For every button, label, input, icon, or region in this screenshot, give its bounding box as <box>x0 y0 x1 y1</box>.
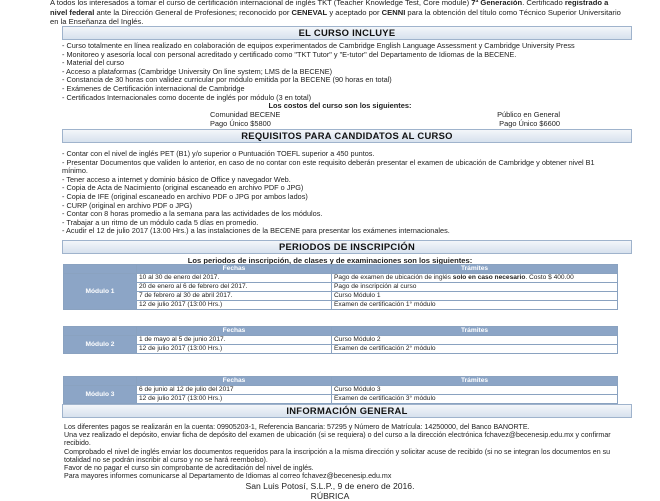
list-item: Una vez realizado el depósito, enviar ficha de depósito del examen de ubicación (si se requiera) o del curso a la dirección electrónica fchavez@becenesip.edu.mx y confirmar recibido. <box>64 431 611 448</box>
list-item: - Constancia de 30 horas con validez curricular por módulo emitida por la BECENE (90 horas en total) <box>62 75 392 85</box>
date-cell: 12 de julio 2017 (13:00 Hrs.) <box>137 395 332 404</box>
intro-text: A todos los interesados a tomar el curso de certificación internacional de inglés TKT (Teacher Knowledge Test, Core module) <box>50 0 472 7</box>
module-1-label: Módulo 1 <box>64 274 137 310</box>
periods-subtitle: Los periodos de inscripción, de clases y de examinaciones son los siguientes: <box>187 256 473 265</box>
section-header-periods: PERIODOS DE INSCRIPCIÓN <box>62 240 632 254</box>
step-cell: Pago de inscripción al curso <box>332 283 618 292</box>
step-cell: Curso Módulo 3 <box>332 386 618 395</box>
list-item: Para mayores informes comunicarse al Departamento de Idiomas al correo fchavez@becenesip.edu.mx <box>64 472 392 481</box>
list-item: Comprobado el nivel de inglés enviar los documentos requeridos para la inscripción a la misma dirección y solicitar acuse de recibido (si no se integran los documentos en su totalidad no se podrán inscribir al curso y no se hará reembolso). <box>64 447 611 464</box>
date-cell: 12 de julio 2017 (13:00 Hrs.) <box>137 345 332 354</box>
costs-row-values <box>210 120 560 129</box>
list-item: - Trabajar a un ritmo de un módulo cada 5 días en promedio. <box>62 217 259 227</box>
date-cell: 1 de mayo al 5 de junio 2017. <box>137 336 332 345</box>
table-row <box>64 292 618 301</box>
date-cell: 20 de enero al 6 de febrero del 2017. <box>137 283 332 292</box>
cost-public-value: Pago Único $6600 <box>499 118 560 128</box>
intro-text: para la obtención del título como Técnico Superior Universitario en la Enseñanza del Inglés. <box>50 7 621 27</box>
list-item: - Acceso a plataformas (Cambridge University On line system; LMS de la BECENE) <box>62 66 333 76</box>
table-row <box>64 336 618 345</box>
ceneval-label: CENEVAL <box>291 7 328 17</box>
table-row <box>64 395 618 404</box>
list-item: Favor de no pagar el curso sin comprobante de acreditación del nivel de inglés. <box>64 464 314 473</box>
table-header-blank <box>64 265 137 274</box>
date-cell: 12 de julio 2017 (13:00 Hrs.) <box>137 301 332 310</box>
module-2-table <box>63 326 618 354</box>
table-row <box>64 345 618 354</box>
list-item: - Certificados Internacionales como docente de inglés por módulo (3 en total) <box>62 92 312 102</box>
general-info-list <box>64 423 624 480</box>
table-header-blank <box>64 377 137 386</box>
table-header-dates: Fechas <box>137 265 332 274</box>
cost-becene-label: Comunidad BECENE <box>210 109 281 119</box>
section-header-includes: EL CURSO INCLUYE <box>62 26 632 40</box>
module-1-table <box>63 264 618 310</box>
list-item: - Material del curso <box>62 58 125 68</box>
date-cell: 6 de junio al 12 de julio del 2017 <box>137 386 332 395</box>
federal-label: registrado a nivel federal <box>50 0 609 17</box>
cost-public-label: Público en General <box>497 109 560 119</box>
table-header-steps: Trámites <box>332 327 618 336</box>
list-item: - Presentar Documentos que validen lo anterior, en caso de no contar con este requisito deberán presentar el examen de ubicación de Cambridge y obtener nivel B1 mínimo. <box>62 157 595 176</box>
cost-becene-value: Pago Único $5800 <box>210 118 271 128</box>
list-item: - Contar con el nivel de inglés PET (B1) y/o superior o Puntuación TOEFL superior a 450 puntos. <box>62 149 375 158</box>
generation-label: 7ª Generación <box>471 0 523 7</box>
list-item: - CURP (original en archivo PDF o JPG) <box>62 200 193 210</box>
costs-block <box>60 102 620 128</box>
table-header-steps: Trámites <box>332 377 618 386</box>
table-header-dates: Fechas <box>137 327 332 336</box>
intro-text: . Certificado <box>522 0 565 7</box>
cenni-label: CENNI <box>381 7 406 17</box>
table-row <box>64 301 618 310</box>
step-cell: Curso Módulo 2 <box>332 336 618 345</box>
list-item: - Monitoreo y asesoría local con personal acreditado y certificado como "TKT Tutor" y "E-tutor" del Departamento de Idiomas de la BECENE. <box>62 49 517 59</box>
place-date: San Luis Potosí, S.L.P., 9 de enero de 2016. <box>245 481 415 491</box>
step-cell: Examen de certificación 2° módulo <box>332 345 618 354</box>
includes-list <box>62 42 642 102</box>
list-item: - Contar con 8 horas promedio a la semana para las actividades de los módulos. <box>62 209 323 219</box>
list-item: - Acudir el 12 de julio 2017 (13:00 Hrs.) a las instalaciones de la BECENE para presentar los exámenes internacionales. <box>62 226 450 236</box>
table-row <box>64 386 618 395</box>
list-item: - Curso totalmente en línea realizado en colaboración de equipos experimentados de Cambridge English Language Assessment y Cambridge University Press <box>62 41 575 50</box>
intro-text: y aceptado por <box>327 7 382 17</box>
table-header-steps: Trámites <box>332 265 618 274</box>
costs-title: Los costos del curso son los siguientes: <box>268 101 412 110</box>
table-row <box>64 283 618 292</box>
module-3-label: Módulo 3 <box>64 386 137 404</box>
step-cell: Pago de examen de ubicación de inglés solo en caso necesario. Costo $ 400.00 <box>332 274 618 283</box>
table-row <box>64 274 618 283</box>
module-3-table <box>63 376 618 404</box>
signature: RÚBRICA <box>310 491 350 501</box>
list-item: - Exámenes de Certificación internacional de Cambridge <box>62 83 245 93</box>
table-header-dates: Fechas <box>137 377 332 386</box>
intro-paragraph <box>50 0 625 27</box>
section-header-general-info: INFORMACIÓN GENERAL <box>62 404 632 418</box>
section-header-requirements: REQUISITOS PARA CANDIDATOS AL CURSO <box>62 129 632 143</box>
step-cell: Examen de certificación 1° módulo <box>332 301 618 310</box>
module-2-label: Módulo 2 <box>64 336 137 354</box>
table-header-blank <box>64 327 137 336</box>
list-item: Los diferentes pagos se realizarán en la cuenta: 09905203-1, Referencia Bancaria: 57295 y Número de Matrícula: 14250000, del Banco BANORTE. <box>64 423 530 431</box>
intro-text: ante la Dirección General de Profesiones; reconocido por <box>94 7 292 17</box>
step-cell: Examen de certificación 3° módulo <box>332 395 618 404</box>
date-cell: 10 al 30 de enero del 2017. <box>137 274 332 283</box>
date-cell: 7 de febrero al 30 de abril 2017. <box>137 292 332 301</box>
list-item: - Copia de Acta de Nacimiento (original escaneado en archivo PDF o JPG) <box>62 183 304 193</box>
step-cell: Curso Módulo 1 <box>332 292 618 301</box>
list-item: - Copia de IFE (original escaneado en archivo PDF o JPG por ambos lados) <box>62 191 308 201</box>
list-item: - Tener acceso a internet y dominio básico de Office y navegador Web. <box>62 174 291 184</box>
requirements-list <box>62 150 622 236</box>
